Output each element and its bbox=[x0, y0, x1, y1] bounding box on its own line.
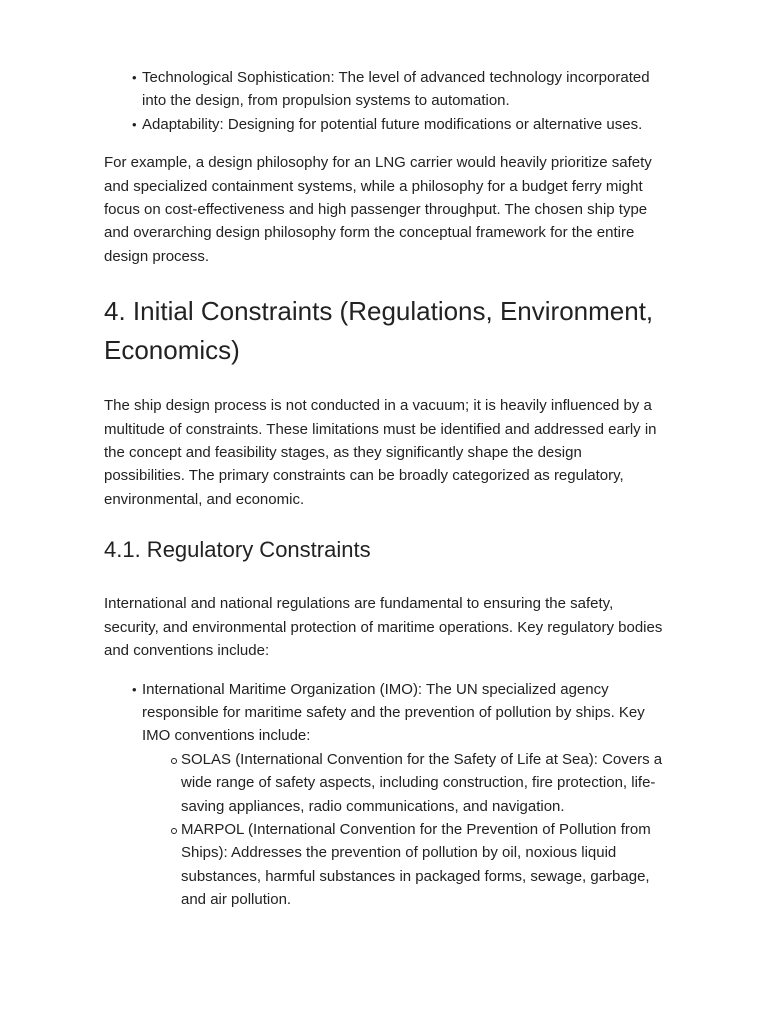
list-item-solas: SOLAS (International Convention for the Safety of Life at Sea): Covers a wide range of safety aspects, including construction, fire protection, life-saving appliances, radio communications, and navigation. bbox=[142, 748, 664, 818]
imo-text: International Maritime Organization (IMO): The UN specialized agency responsible for maritime safety and the prevention of pollution by ships. Key IMO conventions include: bbox=[142, 680, 645, 745]
list-item-imo bbox=[104, 678, 664, 912]
imo-conventions-list bbox=[142, 748, 664, 912]
list-item: • Adaptability: Designing for potential future modifications or alternative uses. bbox=[104, 113, 664, 136]
regulatory-bodies-list bbox=[104, 678, 664, 912]
section-4-1-heading: 4.1. Regulatory Constraints bbox=[104, 537, 371, 563]
example-paragraph: For example, a design philosophy for an LNG carrier would heavily prioritize safety and specialized containment systems, while a philosophy for a budget ferry might focus on cost-effectiveness and high passenger throughput. The chosen ship type and overarching design philosophy form the conceptual framework for the entire design process. bbox=[104, 154, 652, 265]
list-item: • Technological Sophistication: The level of advanced technology incorporated into the design, from propulsion systems to automation. bbox=[104, 66, 664, 113]
design-philosophy-list bbox=[104, 66, 664, 136]
section-4-1-intro: International and national regulations are fundamental to ensuring the safety, security, and environmental protection of maritime operations. Key regulatory bodies and conventions include: bbox=[104, 595, 663, 660]
section-4-intro: The ship design process is not conducted in a vacuum; it is heavily influenced by a multitude of constraints. These limitations must be identified and addressed early in the concept and feasibility stages, as they significantly shape the design possibilities. The primary constraints can be broadly categorized as regulatory, environmental, and economic. bbox=[104, 397, 657, 508]
section-4-heading: 4. Initial Constraints (Regulations, Environment, Economics) bbox=[104, 296, 654, 366]
list-item-marpol: MARPOL (International Convention for the Prevention of Pollution from Ships): Addresses the prevention of pollution by oil, noxious liquid substances, harmful substances in packaged forms, sewage, garbage, and air pollution. bbox=[142, 818, 664, 912]
document-content bbox=[104, 66, 664, 912]
